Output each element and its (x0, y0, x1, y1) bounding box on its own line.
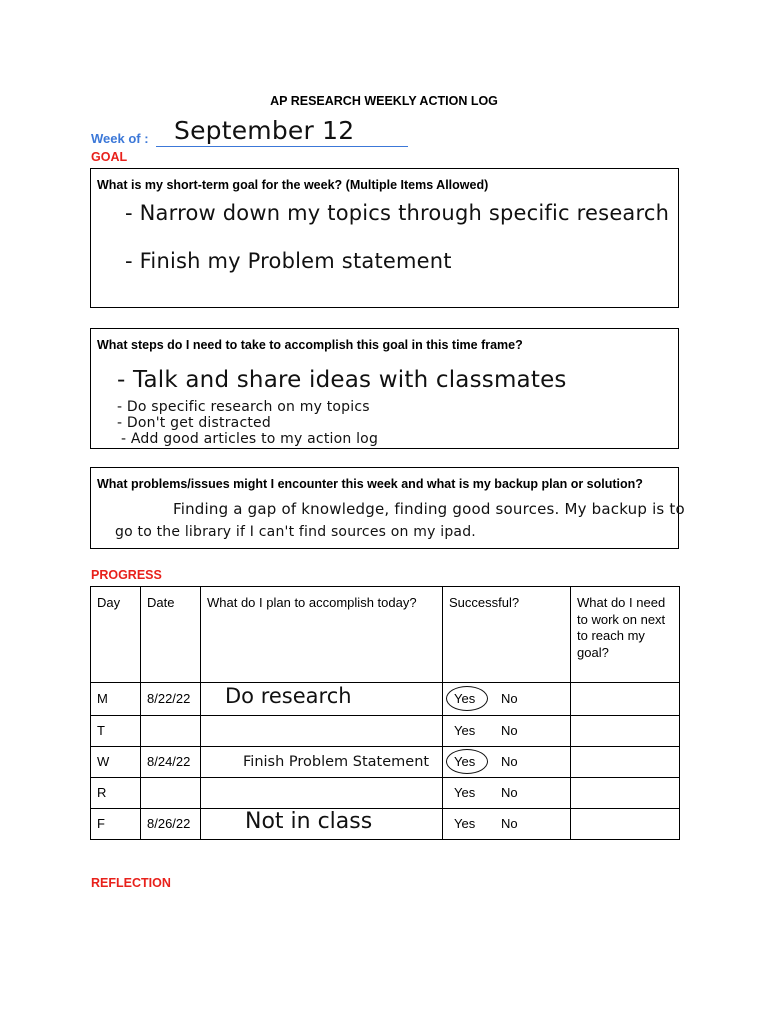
next-cell[interactable] (571, 683, 680, 716)
steps-answer: - Do specific research on my topics (117, 399, 370, 415)
date-cell[interactable] (141, 716, 201, 747)
successful-cell (443, 809, 571, 840)
plan-text: Do research (225, 684, 352, 708)
successful-cell (443, 747, 571, 778)
header-plan: What do I plan to accomplish today? (201, 587, 443, 683)
header-successful: Successful? (443, 587, 571, 683)
table-row (91, 778, 680, 809)
next-cell[interactable] (571, 778, 680, 809)
plan-text: Finish Problem Statement (243, 754, 430, 770)
table-row (91, 683, 680, 716)
goal-section-label: GOAL (91, 150, 128, 164)
week-of-label: Week of : (91, 131, 149, 146)
header-day: Day (91, 587, 141, 683)
plan-cell[interactable] (201, 747, 443, 778)
short-term-goal-answer: - Finish my Problem statement (125, 249, 452, 273)
next-cell[interactable] (571, 809, 680, 840)
yes-option[interactable]: Yes (454, 785, 476, 800)
no-option[interactable]: No (501, 785, 518, 800)
successful-cell (443, 683, 571, 716)
table-row (91, 747, 680, 778)
steps-answer: - Add good articles to my action log (121, 431, 379, 447)
steps-answer: - Don't get distracted (117, 415, 271, 431)
short-term-goal-prompt: What is my short-term goal for the week? (Multiple Items Allowed) (97, 178, 489, 192)
date-cell[interactable]: 8/24/22 (141, 747, 201, 778)
steps-answer: - Talk and share ideas with classmates (117, 367, 567, 393)
day-cell: M (91, 683, 141, 716)
day-cell: F (91, 809, 141, 840)
plan-text: Not in class (245, 809, 373, 834)
table-row (91, 716, 680, 747)
date-cell[interactable]: 8/26/22 (141, 809, 201, 840)
next-cell[interactable] (571, 716, 680, 747)
no-option[interactable]: No (501, 723, 518, 738)
problems-answer: Finding a gap of knowledge, finding good sources. My backup is to (173, 500, 685, 518)
progress-table (90, 586, 680, 840)
next-cell[interactable] (571, 747, 680, 778)
table-header-row (91, 587, 680, 683)
no-option[interactable]: No (501, 691, 518, 706)
reflection-section-label: REFLECTION (91, 876, 171, 890)
yes-option-circled[interactable]: Yes (454, 691, 501, 708)
steps-box[interactable] (90, 328, 679, 449)
plan-cell[interactable] (201, 809, 443, 840)
week-of-value[interactable]: September 12 (174, 116, 355, 145)
plan-cell[interactable] (201, 716, 443, 747)
no-option[interactable]: No (501, 816, 518, 831)
yes-option-circled[interactable]: Yes (454, 754, 501, 771)
day-cell: R (91, 778, 141, 809)
table-row (91, 809, 680, 840)
header-next: What do I need to work on next to reach my goal? (571, 587, 680, 683)
day-cell: W (91, 747, 141, 778)
date-cell[interactable]: 8/22/22 (141, 683, 201, 716)
plan-cell[interactable] (201, 683, 443, 716)
successful-cell (443, 716, 571, 747)
no-option[interactable]: No (501, 754, 518, 769)
successful-cell (443, 778, 571, 809)
plan-cell[interactable] (201, 778, 443, 809)
problems-answer: go to the library if I can't find sources on my ipad. (115, 524, 476, 540)
day-cell: T (91, 716, 141, 747)
short-term-goal-answer: - Narrow down my topics through specific research (125, 201, 670, 225)
problems-prompt: What problems/issues might I encounter this week and what is my backup plan or solution? (97, 477, 643, 491)
short-term-goal-box[interactable] (90, 168, 679, 308)
header-date: Date (141, 587, 201, 683)
document-title: AP RESEARCH WEEKLY ACTION LOG (270, 94, 498, 108)
problems-box[interactable] (90, 467, 685, 549)
progress-section-label: PROGRESS (91, 568, 162, 582)
week-of-underline (156, 146, 408, 147)
yes-option[interactable]: Yes (454, 723, 476, 738)
date-cell[interactable] (141, 778, 201, 809)
steps-prompt: What steps do I need to take to accomplish this goal in this time frame? (97, 338, 523, 352)
yes-option[interactable]: Yes (454, 816, 476, 831)
